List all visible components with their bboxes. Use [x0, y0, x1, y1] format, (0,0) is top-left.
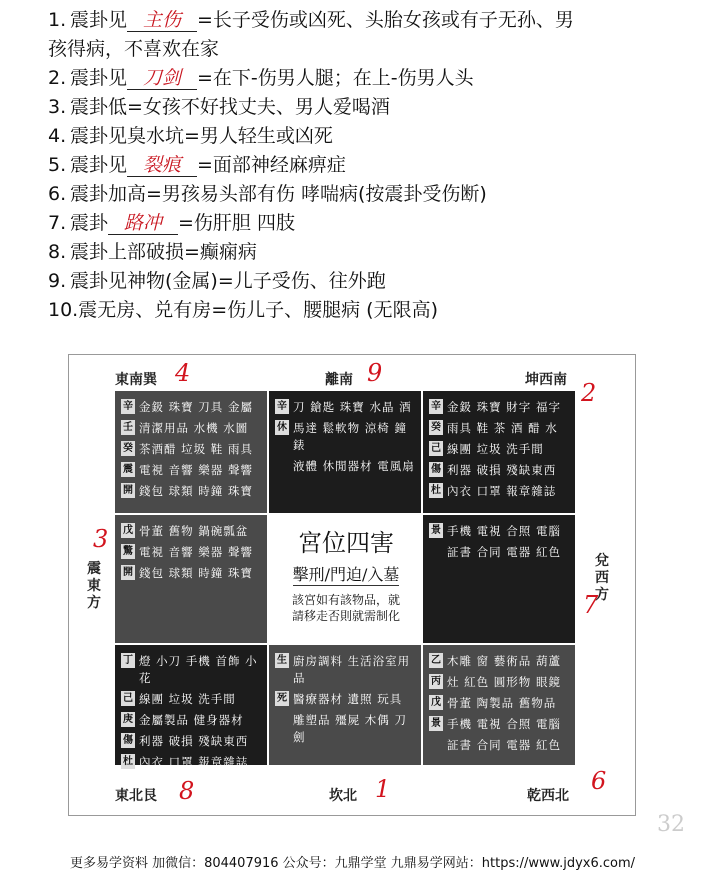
rule-list — [48, 6, 688, 325]
note-west: 7 — [583, 591, 599, 619]
cell-row — [121, 483, 261, 500]
palace-items: 內衣 口罩 報章雜誌 — [447, 484, 557, 498]
cell-row — [429, 483, 569, 500]
cell-northwest — [423, 645, 575, 765]
center-title: 宮位四害 — [298, 529, 394, 557]
rule-item — [48, 296, 688, 325]
palace-tag: 辛 — [277, 401, 287, 412]
rule-number: 1. — [48, 9, 67, 31]
note-southeast: 4 — [175, 359, 191, 387]
rule-item — [48, 209, 688, 238]
palace-items: 雕塑品 殭屍 木偶 刀劍 — [293, 713, 407, 744]
cell-row — [121, 420, 261, 437]
rule-number: 7. — [48, 212, 67, 234]
rule-text: 震卦见神物(金属)=儿子受伤、往外跑 — [70, 270, 386, 292]
rule-prefix: 震卦见 — [70, 9, 128, 31]
palace-tag: 杜 — [123, 756, 133, 767]
dir-southwest: 坤西南 — [525, 372, 567, 388]
cell-row — [121, 399, 261, 416]
rule-text: 震卦见臭水坑=男人轻生或凶死 — [70, 125, 333, 147]
dir-southeast: 東南巽 — [115, 372, 157, 388]
palace-tag: 壬 — [123, 422, 133, 433]
palace-items: 証書 合同 電器 紅色 — [447, 738, 561, 752]
palace-tag: 辛 — [431, 401, 441, 412]
cell-row — [429, 674, 569, 691]
palace-tag: 開 — [123, 485, 133, 496]
cell-row — [429, 695, 569, 712]
palace-items: 電視 音響 樂器 聲響 — [139, 463, 253, 477]
palace-tag: 乙 — [431, 655, 441, 666]
dir-east: 震東方 — [87, 561, 101, 611]
rule-item — [48, 122, 688, 151]
rule-item — [48, 6, 688, 35]
cell-row — [121, 653, 261, 687]
rule-number: 2. — [48, 67, 67, 89]
rule-item — [48, 93, 688, 122]
palace-tag: 丙 — [431, 676, 441, 687]
rule-prefix: 震卦 — [70, 212, 109, 234]
cell-row — [121, 712, 261, 729]
cell-row — [275, 399, 415, 416]
rule-number: 10. — [48, 299, 79, 321]
cell-row — [121, 544, 261, 561]
palace-tag: 戊 — [431, 697, 441, 708]
palace-items: 醫療器材 遺照 玩具 — [293, 692, 403, 706]
dir-northeast: 東北艮 — [115, 788, 157, 804]
cell-southwest — [423, 391, 575, 513]
cell-east — [115, 515, 267, 643]
rule-text: 震卦低=女孩不好找丈夫、男人爱喝酒 — [70, 96, 390, 118]
cell-row — [275, 653, 415, 687]
cell-row — [429, 544, 569, 561]
palace-items: 刀 鎗匙 珠寶 水晶 酒 — [293, 400, 412, 414]
center-note-1: 該宮如有該物品，就 — [291, 593, 400, 607]
handwritten-fill: 路冲 — [108, 212, 178, 235]
rule-item — [48, 267, 688, 296]
cell-southeast — [115, 391, 267, 513]
dir-south: 離南 — [325, 372, 353, 388]
cell-northeast — [115, 645, 267, 769]
palace-tag: 癸 — [431, 422, 441, 433]
rule-number: 9. — [48, 270, 67, 292]
palace-items: 金屬製品 健身器材 — [139, 713, 244, 727]
palace-tag: 生 — [277, 655, 287, 666]
cell-row — [121, 565, 261, 582]
palace-tag: 傷 — [431, 464, 441, 475]
rule-text: 震卦上部破损=癫痫病 — [70, 241, 257, 263]
cell-row — [429, 441, 569, 458]
palace-items: 骨董 陶製品 舊物品 — [447, 696, 557, 710]
cell-row — [429, 462, 569, 479]
cell-row — [429, 420, 569, 437]
cell-row — [275, 420, 415, 454]
rule-item — [48, 64, 688, 93]
cell-row — [121, 441, 261, 458]
palace-tag: 癸 — [123, 443, 133, 454]
palace-tag: 杜 — [431, 485, 441, 496]
palace-tag: 傷 — [123, 735, 133, 746]
palace-items: 錢包 球類 時鐘 珠寶 — [139, 484, 253, 498]
center-panel — [269, 515, 423, 643]
handwritten-fill: 主伤 — [127, 9, 197, 32]
rule-suffix: =长子受伤或凶死、头胎女孩或有子无孙、男 — [197, 9, 574, 31]
note-north: 1 — [375, 775, 391, 803]
palace-tag: 景 — [431, 525, 441, 536]
handwritten-fill: 刀剑 — [127, 67, 197, 90]
palace-tag: 死 — [277, 693, 287, 704]
cell-row — [121, 523, 261, 540]
cell-row — [121, 691, 261, 708]
palace-tag: 辛 — [123, 401, 133, 412]
palace-items: 手機 電視 合照 電腦 — [447, 524, 561, 538]
palace-items: 線團 垃圾 洗手間 — [447, 442, 544, 456]
center-subtitle: 擊刑/門迫/入墓 — [293, 562, 400, 586]
rule-suffix: =面部神经麻痹症 — [197, 154, 346, 176]
dir-north: 坎北 — [329, 788, 357, 804]
palace-items: 手機 電視 合照 電腦 — [447, 717, 561, 731]
palace-items: 証書 合同 電器 紅色 — [447, 545, 561, 559]
palace-items: 骨董 舊物 鍋碗瓢盆 — [139, 524, 249, 538]
palace-items: 雨具 鞋 茶 酒 醋 水 — [447, 421, 558, 435]
rule-item — [48, 151, 688, 180]
palace-tag: 景 — [431, 718, 441, 729]
palace-tag: 庚 — [123, 714, 133, 725]
rule-number: 4. — [48, 125, 67, 147]
center-note-2: 請移走否則就需制化 — [291, 609, 400, 623]
cell-south — [269, 391, 421, 513]
cell-row — [429, 523, 569, 540]
cell-row — [429, 716, 569, 733]
cell-row — [121, 754, 261, 771]
palace-tag: 己 — [123, 693, 133, 704]
palace-tag: 開 — [123, 567, 133, 578]
cell-row — [121, 733, 261, 750]
palace-tag: 震 — [123, 464, 133, 475]
palace-items: 錢包 球類 時鐘 珠寶 — [139, 566, 253, 580]
note-southwest: 2 — [581, 379, 597, 407]
dir-northwest: 乾西北 — [527, 788, 569, 804]
cell-north — [269, 645, 421, 765]
cell-row — [429, 399, 569, 416]
note-south: 9 — [367, 359, 383, 387]
rule-prefix: 震卦见 — [70, 67, 128, 89]
cell-row — [121, 462, 261, 479]
palace-items: 利器 破損 殘缺東西 — [139, 734, 249, 748]
palace-items: 線團 垃圾 洗手間 — [139, 692, 236, 706]
footer-text: 更多易学资料 加微信：804407916 公众号：九鼎学堂 九鼎易学网站：https://www.jdyx6.com/ — [69, 856, 636, 871]
note-northeast: 8 — [179, 777, 195, 805]
palace-items: 金鈒 珠寶 刀具 金屬 — [139, 400, 253, 414]
palace-tag: 驚 — [123, 546, 133, 557]
palace-tag: 戊 — [123, 525, 133, 536]
palace-chart — [68, 354, 636, 816]
cell-west — [423, 515, 575, 643]
palace-items: 灶 紅色 圓形物 眼鏡 — [447, 675, 561, 689]
note-east: 3 — [93, 525, 109, 553]
note-northwest: 6 — [591, 767, 607, 795]
cell-row — [429, 653, 569, 670]
rule-prefix: 震卦见 — [70, 154, 128, 176]
rule-number: 6. — [48, 183, 67, 205]
cell-row — [429, 737, 569, 754]
palace-items: 茶酒醋 垃圾 鞋 雨具 — [139, 442, 253, 456]
page-number: 32 — [657, 812, 685, 837]
cell-row — [275, 458, 415, 475]
rule-suffix: =在下-伤男人腿；在上-伤男人头 — [197, 67, 474, 89]
cell-row — [275, 712, 415, 746]
palace-items: 木雕 窗 藝術品 葫蘆 — [447, 654, 561, 668]
dir-west: 兌西方 — [595, 553, 609, 603]
rule-text: 震卦加高=男孩易头部有伤 哮喘病(按震卦受伤断) — [70, 183, 487, 205]
rule-number: 5. — [48, 154, 67, 176]
palace-tag: 休 — [277, 422, 287, 433]
palace-items: 燈 小刀 手機 首飾 小花 — [139, 654, 258, 685]
palace-items: 廚房調料 生活浴室用品 — [293, 654, 411, 685]
palace-items: 電視 音響 樂器 聲響 — [139, 545, 253, 559]
palace-items: 馬達 鬆軟物 涼椅 鐘錶 — [293, 421, 407, 452]
palace-items: 金鈒 珠寶 財字 福字 — [447, 400, 561, 414]
handwritten-fill: 裂痕 — [127, 154, 197, 177]
rule-suffix: =伤肝胆 四肢 — [178, 212, 295, 234]
rule-number: 3. — [48, 96, 67, 118]
cell-row — [275, 691, 415, 708]
palace-items: 利器 破損 殘缺東西 — [447, 463, 557, 477]
rule-item — [48, 180, 688, 209]
palace-items: 清潔用品 水機 水圖 — [139, 421, 249, 435]
rule-item — [48, 238, 688, 267]
palace-tag: 丁 — [123, 655, 133, 666]
palace-items: 液體 休閒器材 電風扇 — [293, 459, 415, 473]
palace-tag: 己 — [431, 443, 441, 454]
rule-number: 8. — [48, 241, 67, 263]
palace-items: 內衣 口罩 報章雜誌 — [139, 755, 249, 769]
rule-text: 震无房、兑有房=伤儿子、腰腿病 (无限高) — [78, 299, 439, 321]
rule-continuation: 孩得病，不喜欢在家 — [48, 38, 220, 60]
